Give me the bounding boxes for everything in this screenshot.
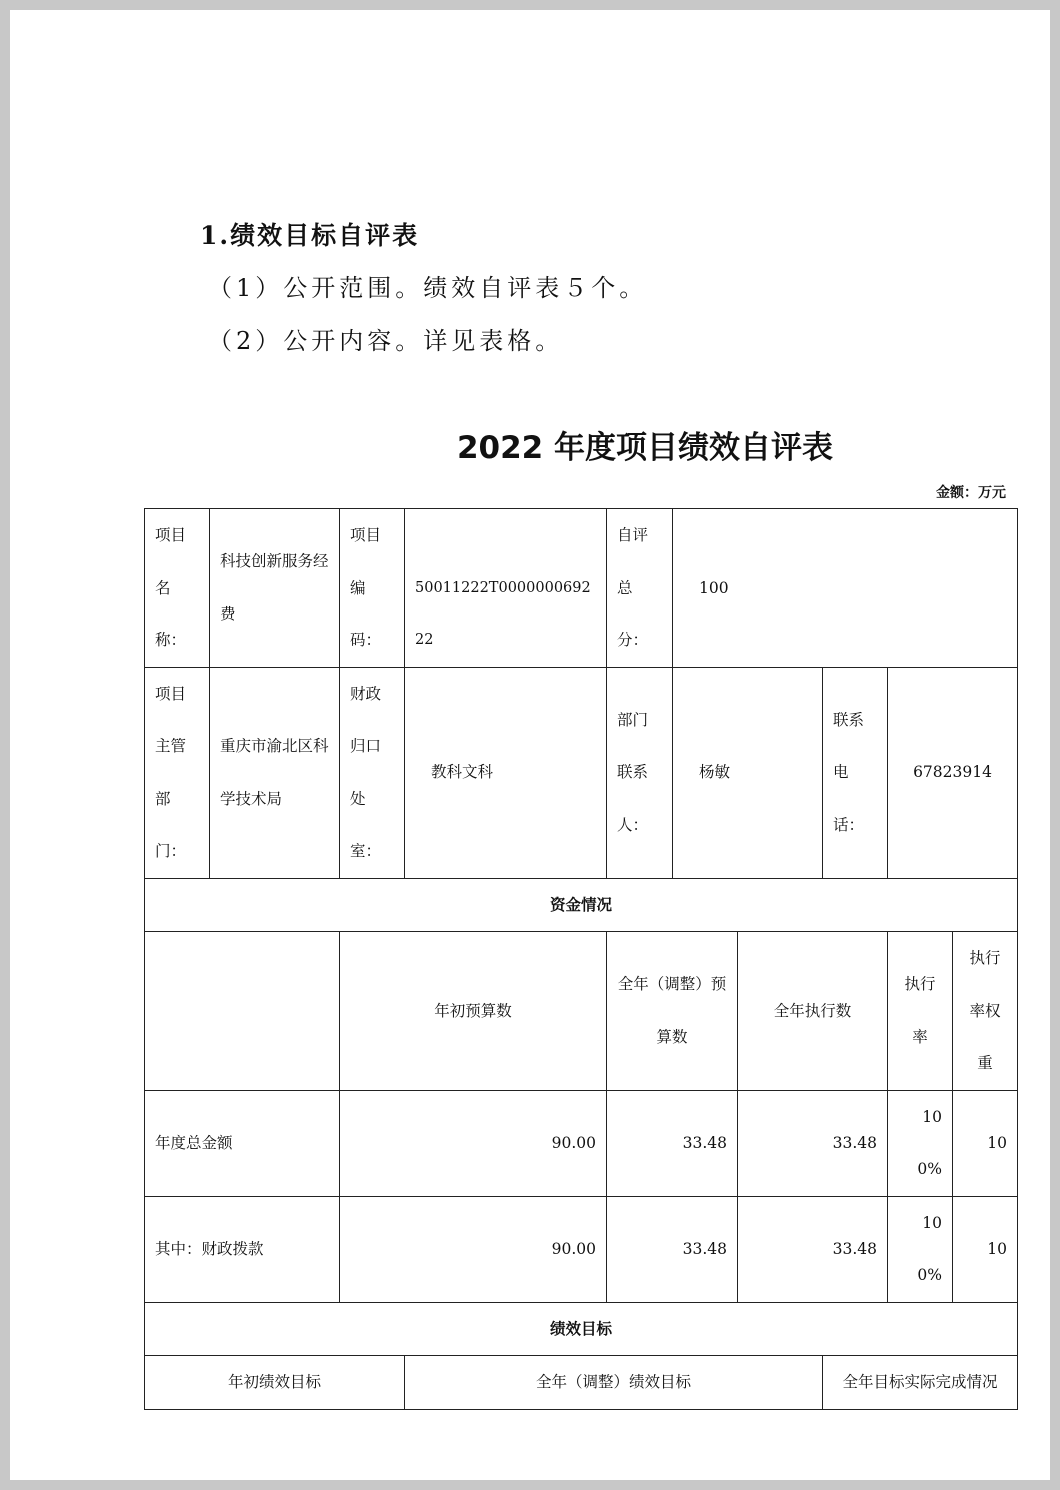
score-value: 100 bbox=[673, 509, 1018, 668]
contact-label: 部门联系人： bbox=[607, 667, 673, 878]
row-executed: 33.48 bbox=[738, 1196, 888, 1302]
perf-section-row bbox=[145, 1302, 1018, 1356]
finance-office-value: 教科文科 bbox=[405, 667, 607, 878]
perf-section-header: 绩效目标 bbox=[145, 1302, 1018, 1356]
score-label: 自评总分： bbox=[607, 509, 673, 668]
project-name-label: 项目名称： bbox=[145, 509, 210, 668]
project-code-label: 项目编码： bbox=[340, 509, 405, 668]
document-page bbox=[10, 10, 1050, 1480]
perf-col-initial: 年初绩效目标 bbox=[145, 1356, 405, 1410]
funding-section-row bbox=[145, 878, 1018, 932]
perf-header-row bbox=[145, 1356, 1018, 1410]
funding-row bbox=[145, 1090, 1018, 1196]
finance-office-label: 财政归口处室： bbox=[340, 667, 405, 878]
dept-value: 重庆市渝北区科学技术局 bbox=[210, 667, 340, 878]
project-name-value: 科技创新服务经费 bbox=[210, 509, 340, 668]
funding-section-header: 资金情况 bbox=[145, 878, 1018, 932]
col-adjusted-budget: 全年（调整）预算数 bbox=[607, 932, 738, 1091]
phone-label: 联系电话： bbox=[823, 667, 888, 878]
row-initial: 90.00 bbox=[340, 1196, 607, 1302]
section-heading: 1.绩效目标自评表 bbox=[200, 221, 420, 250]
dept-label: 项目主管部门： bbox=[145, 667, 210, 878]
paragraph-scope: （1）公开范围。绩效自评表５个。 bbox=[208, 274, 648, 302]
funding-row bbox=[145, 1196, 1018, 1302]
perf-col-actual: 全年目标实际完成情况 bbox=[823, 1356, 1018, 1410]
department-row bbox=[145, 667, 1018, 878]
row-rate: 100% bbox=[888, 1196, 953, 1302]
phone-value: 67823914 bbox=[888, 667, 1018, 878]
contact-value: 杨敏 bbox=[673, 667, 823, 878]
paragraph-content: （2）公开内容。详见表格。 bbox=[208, 327, 564, 355]
funding-header-blank bbox=[145, 932, 340, 1091]
project-info-row bbox=[145, 509, 1018, 668]
row-rate: 100% bbox=[888, 1090, 953, 1196]
funding-header-row bbox=[145, 932, 1018, 1091]
col-executed: 全年执行数 bbox=[738, 932, 888, 1091]
perf-col-adjusted: 全年（调整）绩效目标 bbox=[405, 1356, 823, 1410]
amount-unit: 金额：万元 bbox=[936, 485, 1006, 501]
row-executed: 33.48 bbox=[738, 1090, 888, 1196]
performance-table bbox=[144, 508, 1018, 1410]
row-adjusted: 33.48 bbox=[607, 1090, 738, 1196]
table-title: 2022 年度项目绩效自评表 bbox=[456, 430, 834, 466]
col-weight: 执行率权重 bbox=[953, 932, 1018, 1091]
row-label: 其中：财政拨款 bbox=[145, 1196, 340, 1302]
col-initial-budget: 年初预算数 bbox=[340, 932, 607, 1091]
row-weight: 10 bbox=[953, 1196, 1018, 1302]
row-adjusted: 33.48 bbox=[607, 1196, 738, 1302]
row-label: 年度总金额 bbox=[145, 1090, 340, 1196]
row-weight: 10 bbox=[953, 1090, 1018, 1196]
col-exec-rate: 执行率 bbox=[888, 932, 953, 1091]
project-code-value: 50011222T000000069222 bbox=[405, 509, 607, 668]
row-initial: 90.00 bbox=[340, 1090, 607, 1196]
